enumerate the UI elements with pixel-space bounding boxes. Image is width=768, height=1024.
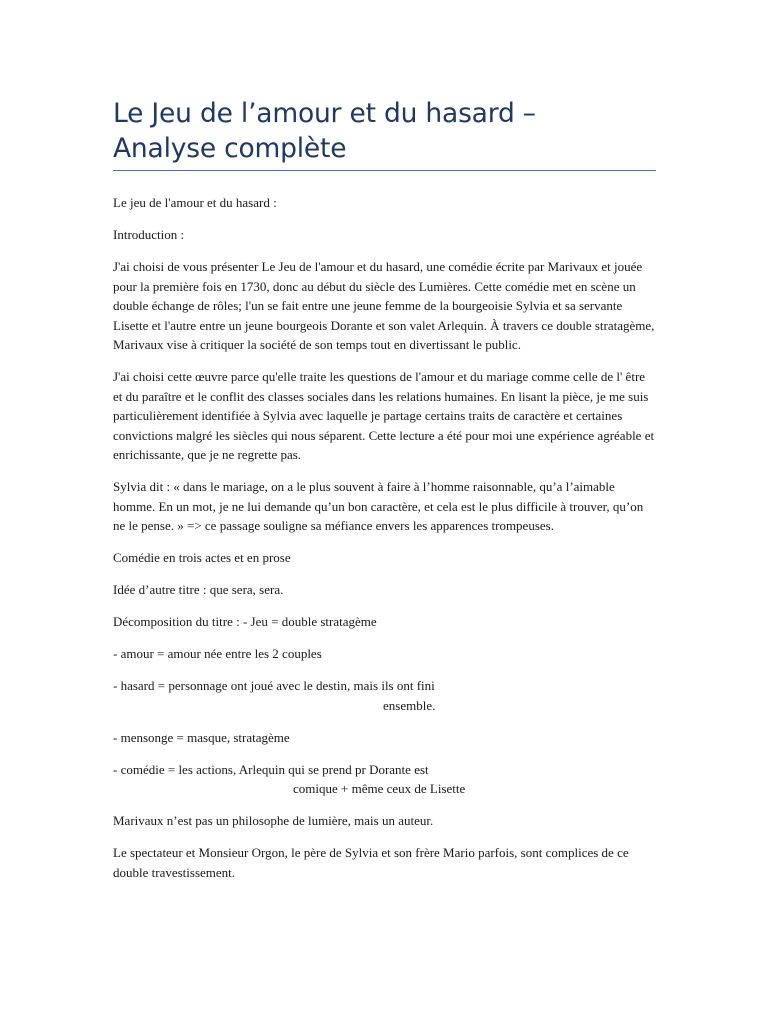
- paragraph-introduction: J'ai choisi de vous présenter Le Jeu de l'amour et du hasard, une comédie écrite par Marivaux et jouée pour la première fois en 1730, donc au début du siècle des Lumières. Cette comédie met en scène un double échange de rôles; l'un se fait entre une jeune femme de la bourgeoisie Sylvia et sa servante Lisette et l'autre entre un jeune bourgeois Dorante et son valet Arlequin. À travers ce double stratagème, Marivaux vise à critiquer la société de son temps tout en divertissant le public.: [113, 259, 655, 352]
- paragraph-amour: - amour = amour née entre les 2 couples: [113, 646, 322, 661]
- document-title: [113, 96, 656, 170]
- paragraph-comedie: [113, 760, 656, 799]
- hasard-line-1: - hasard = personnage ont joué avec le destin, mais ils ont fini: [113, 678, 435, 693]
- paragraph-sylvia-quote: Sylvia dit : « dans le mariage, on a le plus souvent à faire à l’homme raisonnable, qu’a l’aimable homme. En un mot, je ne lui demande qu’un bon caractère, et cela est le plus difficile à trouver, qu’on ne le pense. » => ce passage souligne sa méfiance envers les apparences trompeuses.: [113, 479, 644, 533]
- paragraph-marivaux: Marivaux n’est pas un philosophe de lumière, mais un auteur.: [113, 813, 434, 828]
- paragraph-hasard: [113, 676, 656, 715]
- title-underline-rule: [113, 170, 656, 171]
- paragraph-alt-title: Idée d’autre titre : que sera, sera.: [113, 582, 284, 597]
- paragraph-heading: Le jeu de l'amour et du hasard :: [113, 195, 277, 210]
- comedie-line-1: - comédie = les actions, Arlequin qui se prend pr Dorante est: [113, 761, 429, 777]
- hasard-line-2: ensemble.: [383, 697, 436, 713]
- document-page: [113, 96, 656, 895]
- title-line-2: Analyse complète: [113, 133, 347, 164]
- title-line-1: Le Jeu de l’amour et du hasard –: [113, 98, 536, 129]
- paragraph-introduction-label: Introduction :: [113, 227, 185, 242]
- paragraph-choice-reason: J'ai choisi cette œuvre parce qu'elle traite les questions de l'amour et du mariage comme celle de l' être et du paraître et le conflit des classes sociales dans les relations humaines. En lisant la pièce, je me suis particulièrement identifiée à Sylvia avec laquelle je partage certains traits de caractère et certaines convictions malgré les siècles qui nous séparent. Cette lecture a été pour moi une expérience agréable et enrichissante, que je ne regrette pas.: [113, 369, 655, 462]
- paragraph-title-breakdown: Décomposition du titre : - Jeu = double stratagème: [113, 614, 377, 629]
- paragraph-spectateur: Le spectateur et Monsieur Orgon, le père de Sylvia et son frère Mario parfois, sont complices de ce double travestissement.: [113, 845, 629, 880]
- paragraph-genre: Comédie en trois actes et en prose: [113, 550, 291, 565]
- comedie-line-2: comique + même ceux de Lisette: [293, 781, 466, 796]
- paragraph-mensonge: - mensonge = masque, stratagème: [113, 729, 290, 745]
